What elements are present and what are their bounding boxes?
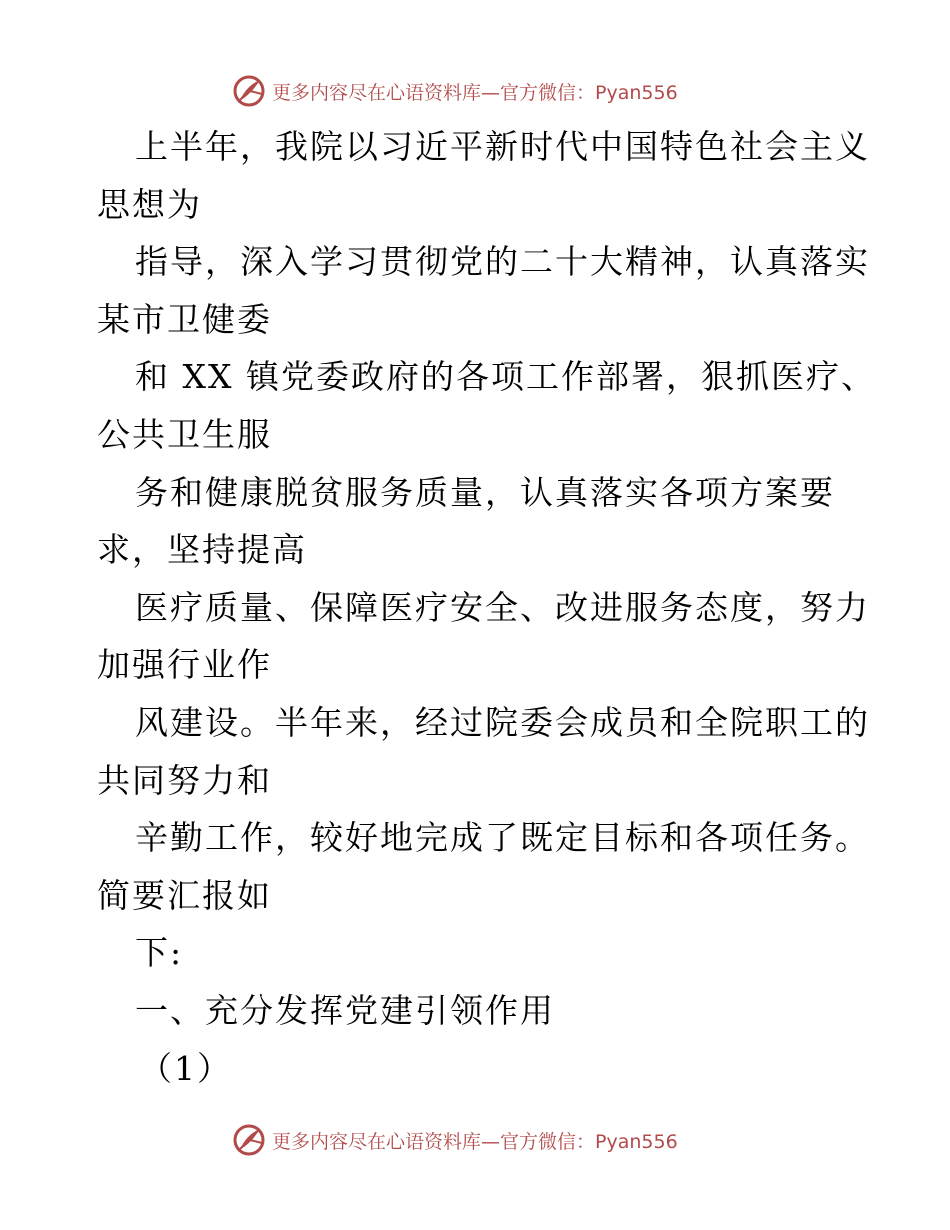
feather-quill-logo-icon [232,74,266,108]
paragraph-line: 指导，深入学习贯彻党的二十大精神，认真落实 [135,242,870,282]
paragraph-line: 和 XX 镇党委政府的各项工作部署，狠抓医疗、 [135,357,876,397]
paragraph-line: 医疗质量、保障医疗安全、改进服务态度，努力 [135,587,870,627]
section-heading: 一、充分发挥党建引领作用 [135,990,555,1030]
subsection-number: （1） [139,1048,232,1088]
header-watermark-banner [232,71,678,111]
paragraph-line: 公共卫生服 [97,414,272,454]
feather-quill-logo-icon [232,1123,266,1157]
paragraph-line: 某市卫健委 [97,299,272,339]
paragraph-line: 下: [135,933,184,973]
paragraph-line: 上半年，我院以习近平新时代中国特色社会主义 [135,127,870,166]
document-body [97,118,876,1097]
footer-watermark-banner [232,1120,678,1160]
header-watermark-text: 更多内容尽在心语资料库—官方微信：Pyan556 [272,81,678,104]
paragraph-line: 共同努力和 [97,760,272,800]
paragraph-line: 思想为 [97,184,202,224]
paragraph-line: 加强行业作 [97,645,272,685]
paragraph-line: 辛勤工作，较好地完成了既定目标和各项任务。 [135,818,870,858]
paragraph-line: 务和健康脱贫服务质量，认真落实各项方案要 [135,472,835,512]
paragraph-line: 求，坚持提高 [97,530,307,570]
paragraph-line: 风建设。半年来，经过院委会成员和全院职工的 [135,702,870,742]
footer-watermark-text: 更多内容尽在心语资料库—官方微信：Pyan556 [272,1130,678,1153]
paragraph-line: 简要汇报如 [97,875,272,915]
